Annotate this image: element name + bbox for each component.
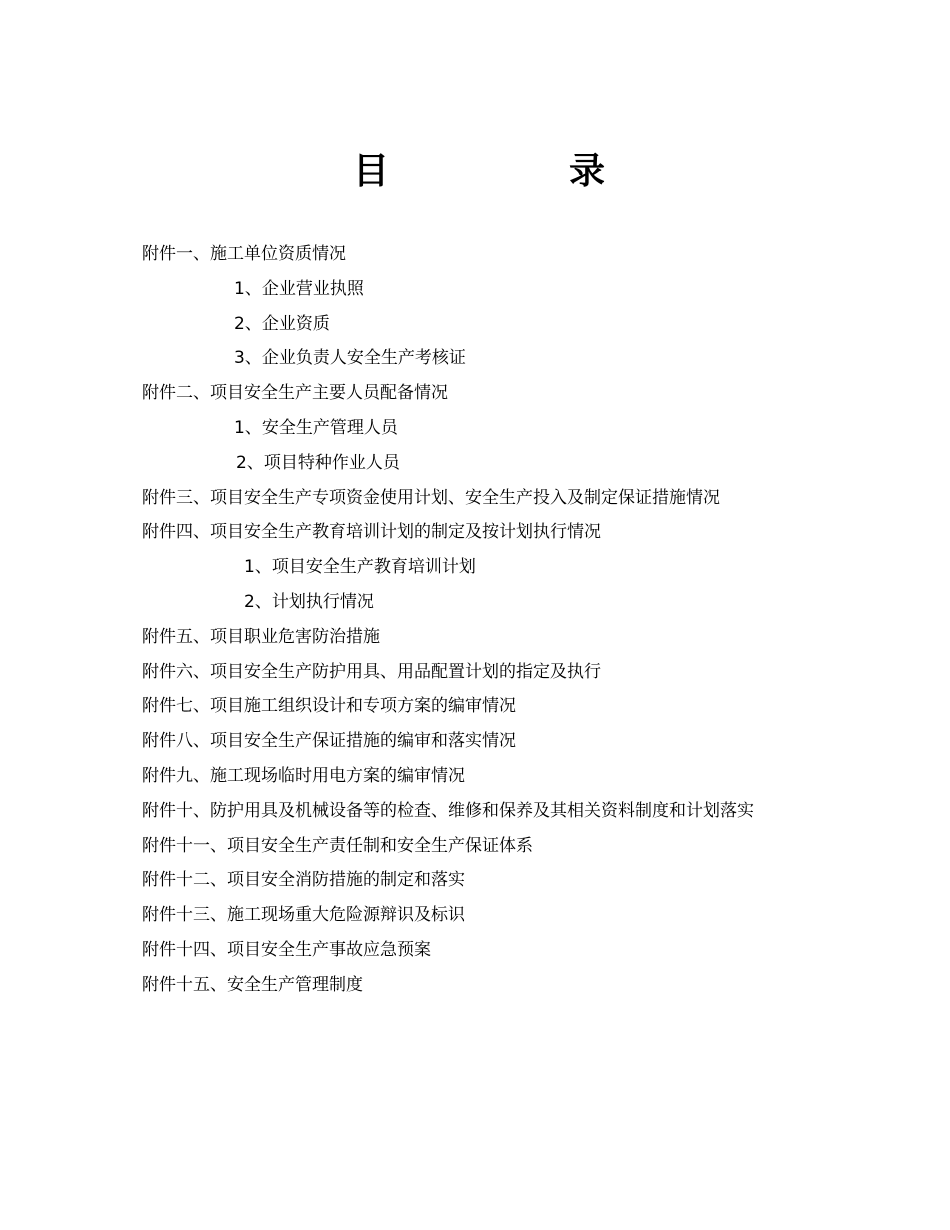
toc-subentry-enterprise-qualification: 2、企业资质 (234, 313, 330, 334)
toc-entry-attachment-13: 附件十三、施工现场重大危险源辩识及标识 (142, 905, 465, 926)
toc-entry-attachment-10: 附件十、防护用具及机械设备等的检查、维修和保养及其相关资料制度和计划落实 (142, 800, 754, 821)
toc-entry-attachment-4: 附件四、项目安全生产教育培训计划的制定及按计划执行情况 (142, 522, 601, 543)
toc-entry-attachment-12: 附件十二、项目安全消防措施的制定和落实 (142, 870, 465, 891)
toc-entry-attachment-6: 附件六、项目安全生产防护用具、用品配置计划的指定及执行 (142, 661, 601, 682)
toc-subentry-training-plan: 1、项目安全生产教育培训计划 (244, 557, 476, 578)
toc-subentry-safety-certificate: 3、企业负责人安全生产考核证 (234, 348, 466, 369)
toc-entry-attachment-14: 附件十四、项目安全生产事故应急预案 (142, 940, 431, 960)
toc-entry-attachment-1: 附件一、施工单位资质情况 (142, 244, 346, 264)
toc-subentry-plan-execution: 2、计划执行情况 (244, 592, 374, 612)
toc-entry-attachment-11: 附件十一、项目安全生产责任制和安全生产保证体系 (142, 835, 533, 856)
toc-entry-attachment-7: 附件七、项目施工组织设计和专项方案的编审情况 (142, 696, 516, 717)
toc-entry-attachment-15: 附件十五、安全生产管理制度 (142, 974, 363, 995)
toc-entry-attachment-3: 附件三、项目安全生产专项资金使用计划、安全生产投入及制定保证措施情况 (142, 487, 720, 508)
toc-subentry-special-workers: 2、项目特种作业人员 (236, 452, 400, 473)
toc-entry-attachment-2: 附件二、项目安全生产主要人员配备情况 (142, 383, 448, 404)
toc-subentry-business-license: 1、企业营业执照 (234, 278, 364, 299)
page-title: 目 录 (352, 151, 677, 192)
toc-entry-attachment-9: 附件九、施工现场临时用电方案的编审情况 (142, 766, 465, 786)
toc-entry-attachment-5: 附件五、项目职业危害防治措施 (142, 626, 380, 647)
toc-entry-attachment-8: 附件八、项目安全生产保证措施的编审和落实情况 (142, 731, 516, 752)
toc-subentry-safety-managers: 1、安全生产管理人员 (234, 418, 398, 438)
